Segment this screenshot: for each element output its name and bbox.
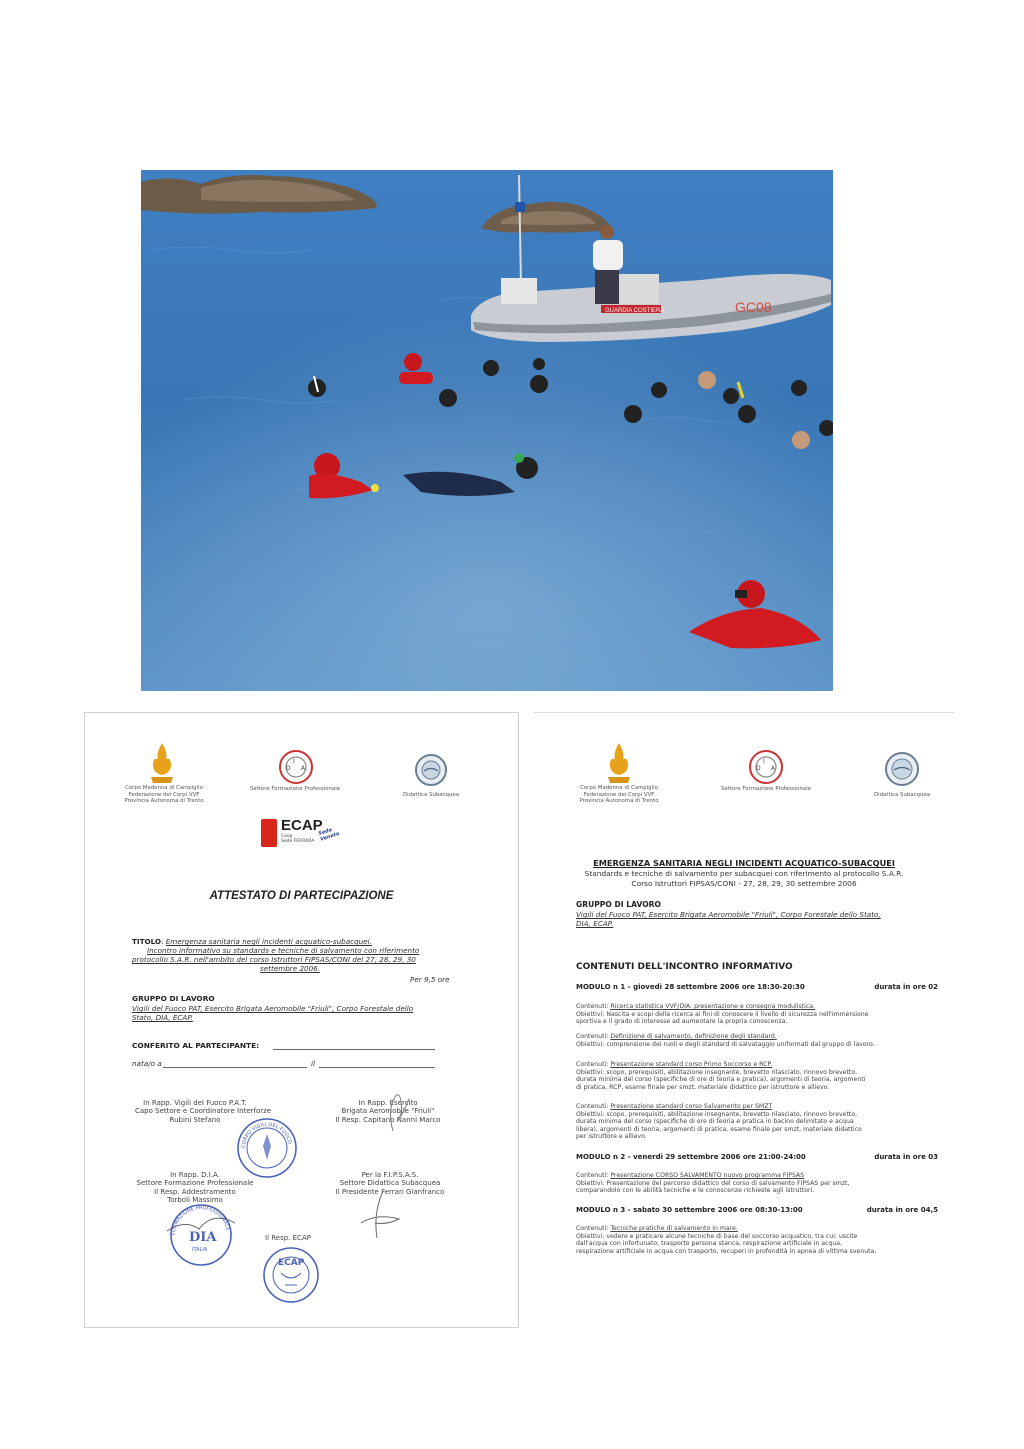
signature-ecap: Il Resp. ECAP bbox=[265, 1234, 311, 1242]
svg-text:I: I bbox=[763, 758, 765, 765]
signature-army: In Rapp. Esercito Brigata Aeromobile "Friuli" Il Resp. Capitano Nanni Marco bbox=[335, 1099, 441, 1124]
vvf-caption: Corpo Madonna di Campiglio Federazione dei Corpi VVF Provincia Autonoma di Trento bbox=[124, 785, 204, 805]
army-signature-scribble bbox=[383, 1091, 413, 1135]
boat-hull-text: GC08 bbox=[735, 299, 772, 315]
dia-logo-icon bbox=[884, 751, 920, 787]
firefighter-flame-icon bbox=[147, 741, 177, 785]
hours: Per 9,5 ore bbox=[410, 975, 450, 984]
titolo-block: TITOLO: Emergenza sanitaria negli incidenti acquatico-subacquei. bbox=[132, 937, 372, 946]
program-title: EMERGENZA SANITARIA NEGLI INCIDENTI ACQUATICO-SUBACQUEI bbox=[593, 858, 895, 868]
dia-caption: Didattica Subacquea bbox=[402, 792, 460, 798]
ministry-caption: Settore Formazione Professionale bbox=[249, 786, 341, 792]
signature-dia: In Rapp. D.I.A. Settore Formazione Professionale Il Resp. Addestramento Torboli Massimo bbox=[136, 1171, 254, 1205]
certificate-page bbox=[84, 712, 519, 1328]
gruppo-line: Stato, DIA, ECAP. bbox=[132, 1013, 193, 1022]
dia-stamp bbox=[165, 1201, 239, 1269]
program-page bbox=[534, 712, 954, 1327]
titolo-line: protocollo S.A.R. nell'ambito del corso Istruttori FIPSAS/CONI del 27, 28, 29, 30 bbox=[132, 955, 416, 964]
training-seal-icon bbox=[278, 749, 314, 785]
module-item: Contenuti: Ricerca statistica VVF/DIA: presentazione e consegna modulistica. Obiettivi: Nascita e scopi della ricerca ai fini di conoscere il livello di sicurezza nell'immersione sportiva e il grado di interesse ad aumentare la propria conoscenza. bbox=[576, 1003, 869, 1026]
birthplace-field[interactable] bbox=[163, 1067, 307, 1068]
ecap-logo: ECAP Coop Sede FERRARA Sede Veneto bbox=[261, 817, 345, 849]
sea-rescue-photo bbox=[141, 170, 833, 691]
svg-text:DIA: DIA bbox=[189, 1230, 217, 1245]
firefighter-flame-icon bbox=[604, 741, 634, 785]
titolo-line: settembre 2006. bbox=[260, 964, 321, 973]
svg-text:D: D bbox=[756, 765, 761, 772]
program-subtitle: Standards e tecniche di salvamento per subacquei con riferimento al protocollo S.A.R. Corso Istruttori FIPSAS/CONI - 27, 28, 29, 30 settembre 2006 bbox=[584, 869, 904, 888]
dia-caption: Didattica Subacquea bbox=[873, 792, 931, 798]
il-label: il bbox=[311, 1059, 315, 1068]
gruppo-lines: Vigili del Fuoco PAT, Esercito Brigata Aeromobile "Friuli", Corpo Forestale dello Stato, DIA, ECAP. bbox=[576, 910, 881, 929]
module-item: Contenuti: Presentazione standard corso Primo Soccorso e RCP. Obiettivi: scopo, prerequisiti, abilitazione insegnante, brevetto rilasciato, rinnovo brevetto, durata minima del corso (specifiche di ore di teoria e pratica), argomenti di teoria, argomenti di pratica, RCP, esame finale per smzt, materiale didattico per istruttore e allievo. bbox=[576, 1061, 866, 1091]
gruppo-line: Vigili del Fuoco PAT, Esercito Brigata Aeromobile "Friuli", Corpo Forestale dello bbox=[132, 1004, 414, 1013]
svg-text:I: I bbox=[293, 758, 295, 765]
svg-text:D: D bbox=[286, 765, 291, 772]
svg-text:A: A bbox=[301, 765, 306, 772]
module-item: Contenuti: Presentazione standard corso Salvamento per SMZT Obiettivi: scopo, prerequisiti, abilitazione insegnante, brevetto rilasciato, rinnovo brevetto, durata minima del corso (specifiche di ore di teoria e pratica in bacino delimitato e acqua libera), argomenti di teoria, argomenti di pratica, esame finale per smzt, materiale didattico per istruttore e allievo. bbox=[576, 1103, 862, 1141]
gruppo-label: GRUPPO DI LAVORO bbox=[576, 900, 661, 909]
certificate-heading: ATTESTATO DI PARTECIPAZIONE bbox=[209, 890, 394, 902]
module-header: MODULO n 1 - giovedì 28 settembre 2006 ore 18:30-20:30 durata in ore 02 bbox=[576, 983, 938, 991]
conferito-label: CONFERITO AL PARTECIPANTE: bbox=[132, 1041, 260, 1050]
modules-list bbox=[576, 983, 938, 1255]
gruppo-label: GRUPPO DI LAVORO bbox=[132, 994, 215, 1003]
signature-vvf: In Rapp. Vigili del Fuoco P.A.T. Capo Settore e Coordinatore Interforze Rubini Stefano bbox=[135, 1099, 272, 1124]
module-item: Contenuti: Definizione di salvamento, definizione degli standard. Obiettivi: comprensione dei ruoli e degli standard di salvataggio uniformati dal gruppo di lavoro. bbox=[576, 1033, 875, 1048]
ecap-stamp bbox=[261, 1245, 323, 1305]
svg-text:ITALIA: ITALIA bbox=[192, 1247, 208, 1253]
fipsas-signature-scribble bbox=[347, 1183, 407, 1243]
module-header: MODULO n 3 - sabato 30 settembre 2006 ore 08:30-13:00 durata in ore 04,5 bbox=[576, 1206, 938, 1214]
titolo-line: Incontro informativo su standards e tecniche di salvamento con riferimento bbox=[147, 946, 420, 955]
svg-text:FORMAZIONE PROFESSIONALE: FORMAZIONE PROFESSIONALE bbox=[170, 1204, 231, 1236]
nato-label: nata/o a bbox=[132, 1059, 162, 1068]
training-seal-icon bbox=[748, 749, 784, 785]
signature-fipsas: Per la F.I.P.S.A.S. Settore Didattica Subacquea Il Presidente Ferrari Gianfranco bbox=[335, 1171, 445, 1196]
module-header: MODULO n 2 - venerdì 29 settembre 2006 ore 21:00-24:00 durata in ore 03 bbox=[576, 1153, 938, 1161]
svg-text:A: A bbox=[771, 765, 776, 772]
module-item: Contenuti: Tecniche pratiche di salvamento in mare. Obiettivi: vedere e praticare alcune tecniche di base del soccorso acquatico, tra cui: uscite dall'acqua con infortunato, trasporto persona stanca, respirazione artificiale in acqua, respirazione artificiale in acqua con trasporto, recuperi in profondità in apnea di vittima svenuta. bbox=[576, 1225, 877, 1255]
boat-side-text: GUARDIA COSTIERA bbox=[605, 308, 665, 314]
svg-text:CORPO VIGILI DEL FUOCO: CORPO VIGILI DEL FUOCO bbox=[240, 1121, 293, 1149]
ministry-caption: Settore Formazione Professionale bbox=[720, 786, 812, 792]
vvf-caption: Corpo Madonna di Campiglio Federazione dei Corpi VVF Provincia Autonoma di Trento bbox=[579, 785, 659, 805]
module-item: Contenuti: Presentazione CORSO SALVAMENTO nuovo programma FIPSAS Obiettivi: Presentazione del percorso didattico del corso di salvamento FIPSAS per smzt, comparandolo con le abilità tecniche e le conoscenze richieste agli istruttori. bbox=[576, 1172, 850, 1195]
participant-name-field[interactable] bbox=[273, 1049, 435, 1050]
contents-heading: CONTENUTI DELL'INCONTRO INFORMATIVO bbox=[576, 962, 793, 972]
svg-text:ECAP: ECAP bbox=[278, 1258, 305, 1268]
birthdate-field[interactable] bbox=[319, 1067, 435, 1068]
dia-logo-icon bbox=[414, 753, 448, 787]
